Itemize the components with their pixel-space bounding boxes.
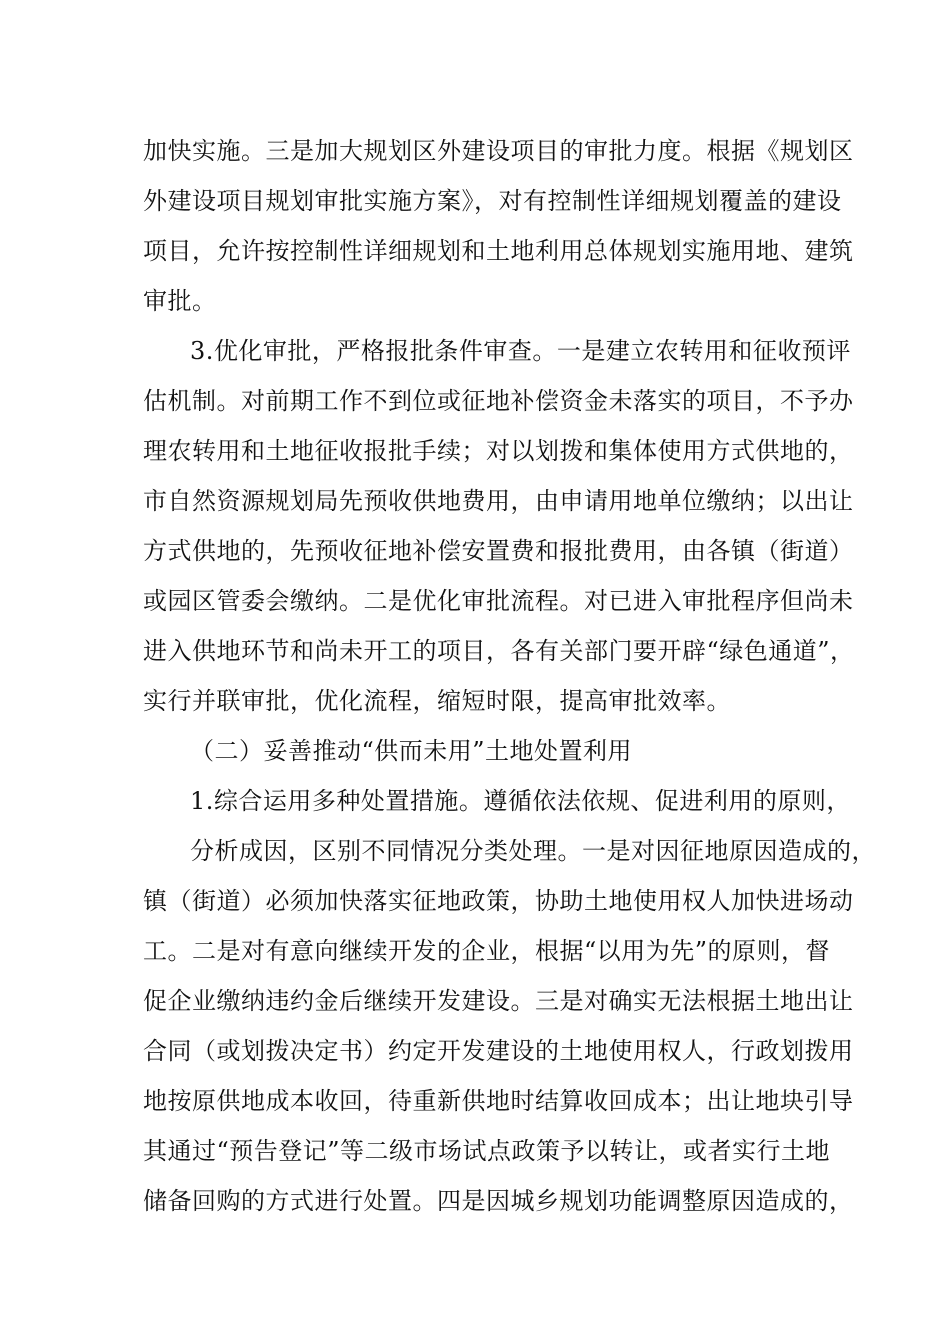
text-line: 合同（或划拨决定书）约定开发建设的土地使用权人，行政划拨用	[143, 1037, 854, 1065]
text-line: 分析成因，区别不同情况分类处理。一是对因征地原因造成的，	[190, 837, 876, 865]
text-line: 审批。	[143, 287, 217, 315]
text-line: 加快实施。三是加大规划区外建设项目的审批力度。根据《规划区	[143, 137, 854, 165]
text-line: 方式供地的，先预收征地补偿安置费和报批费用，由各镇（街道）	[143, 537, 854, 565]
text-line: 3.优化审批，严格报批条件审查。一是建立农转用和征收预评	[190, 337, 851, 365]
text-line: 镇（街道）必须加快落实征地政策，协助土地使用权人加快进场动	[143, 887, 854, 915]
text-line: 实行并联审批，优化流程，缩短时限，提高审批效率。	[143, 687, 731, 715]
text-line: 促企业缴纳违约金后继续开发建设。三是对确实无法根据土地出让	[143, 987, 854, 1015]
text-line: 市自然资源规划局先预收供地费用，由申请用地单位缴纳；以出让	[143, 487, 854, 515]
text-line: 其通过“预告登记”等二级市场试点政策予以转让，或者实行土地	[143, 1137, 831, 1165]
text-line: 外建设项目规划审批实施方案》，对有控制性详细规划覆盖的建设	[143, 187, 842, 215]
text-line: 项目，允许按控制性详细规划和土地利用总体规划实施用地、建筑	[143, 237, 854, 265]
text-line: 地按原供地成本收回，待重新供地时结算收回成本；出让地块引导	[143, 1087, 854, 1115]
text-line: 或园区管委会缴纳。二是优化审批流程。对已进入审批程序但尚未	[143, 587, 854, 615]
text-line: 储备回购的方式进行处置。四是因城乡规划功能调整原因造成的，	[143, 1187, 854, 1215]
section-heading: （二）妥善推动“供而未用”土地处置利用	[190, 737, 633, 765]
text-line: 理农转用和土地征收报批手续；对以划拨和集体使用方式供地的，	[143, 437, 854, 465]
text-line: 估机制。对前期工作不到位或征地补偿资金未落实的项目，不予办	[143, 387, 854, 415]
text-line: 1.综合运用多种处置措施。遵循依法依规、促进利用的原则，	[190, 787, 851, 815]
text-line: 工。二是对有意向继续开发的企业，根据“以用为先”的原则，督	[143, 937, 831, 965]
text-line: 进入供地环节和尚未开工的项目，各有关部门要开辟“绿色通道”，	[143, 637, 855, 665]
